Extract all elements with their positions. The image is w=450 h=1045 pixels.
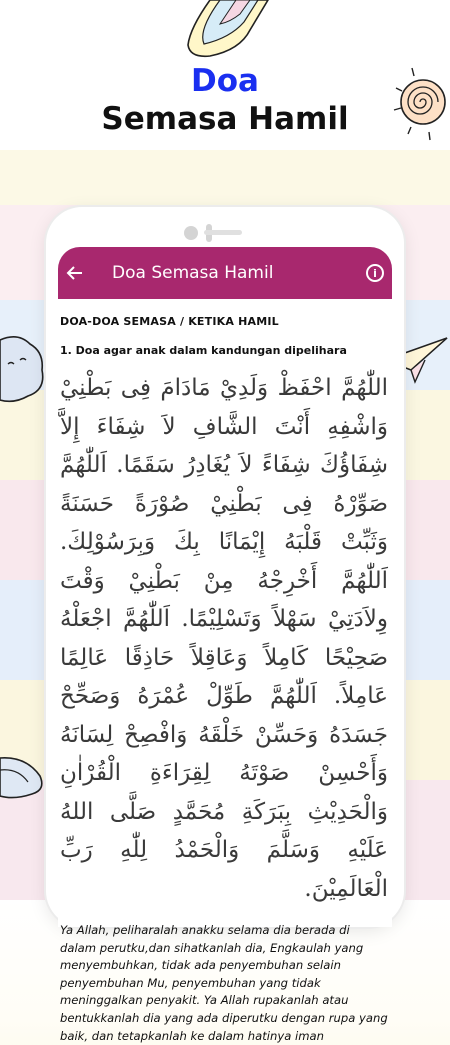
- app-bar: [58, 247, 392, 299]
- headline-line1: Doa: [191, 63, 259, 99]
- promo-headline: [0, 62, 450, 138]
- info-icon[interactable]: i: [366, 264, 384, 282]
- doa-content: [58, 315, 392, 1045]
- popsicle-doodle-icon: [180, 0, 280, 62]
- item-title: 1. Doa agar anak dalam kandungan dipelihara: [60, 344, 347, 357]
- section-heading: DOA-DOA SEMASA / KETIKA HAMIL: [60, 315, 279, 328]
- arabic-prayer-text: اللّٰهُمَّ احْفَظْ وَلَدِيْ مَادَامَ فِى بَطْنِيْ وَاشْفِهِ أَنْتَ الشَّافِ لاَ شِفَاءَ إِلاَّ شِفَاؤُكَ شِفَاءً لاَ يُغَادِرُ سَقَمًا. اَللّٰهُمَّ صَوِّرْهُ فِى بَطْنِيْ صُوْرَةً حَسَنَةً وَثَبِّتْ قَلْبَهُ إِيْمَانًا بِكَ وَبِرَسُوْلِكَ. اَللّٰهُمَّ أَخْرِجْهُ مِنْ بَطْنِيْ وَقْتَ وِلاَدَتِيْ سَهْلاً وَتَسْلِيْمًا. اَللّٰهُمَّ اجْعَلْهُ صَحِيْحًا كَامِلاً وَعَاقِلاً حَاذِقًا عَالِمًا عَامِلاً. اَللّٰهُمَّ طَوِّلْ عُمْرَهُ وَصَحِّحْ جَسَدَهُ وَحَسِّنْ خَلْقَهُ وَافْصِحْ لِسَانَهُ وَأَحْسِنْ صَوْتَهُ لِقِرَاءَةِ الْقُرْاٰنِ وَالْحَدِيْثِ بِبَرَكَةِ مُحَمَّدٍ صَلَّى اللهُ عَلَيْهِ وَسَلَّمَ وَالْحَمْدُ لِلّٰهِ رَبِّ الْعَالَمِيْنَ.: [60, 375, 388, 902]
- cloud-doodle-icon: [0, 330, 50, 410]
- arrow-left-icon[interactable]: [60, 247, 90, 299]
- translation-text: Ya Allah, peliharalah anakku selama dia berada di dalam perutku,dan sihatkanlah dia, Engkaulah yang menyembuhkan, tidak ada penyembuhan selain penyembuhan Mu, penyembuhan yang tidak meninggalkan penyakit. Ya Allah rupakanlah atau bentukkanlah dia yang ada diperutku dengan rupa yang baik, dan tetapkanlah ke dalam hatinya iman: [60, 923, 388, 1043]
- front-camera-icon: [184, 226, 198, 240]
- app-screen: [58, 247, 392, 1043]
- speaker-grille: [204, 230, 242, 235]
- headline-line2: Semasa Hamil: [101, 101, 349, 137]
- app-bar-title: Doa Semasa Hamil: [112, 263, 274, 283]
- shell-doodle-icon: [0, 750, 50, 810]
- phone-mockup: [46, 207, 404, 1043]
